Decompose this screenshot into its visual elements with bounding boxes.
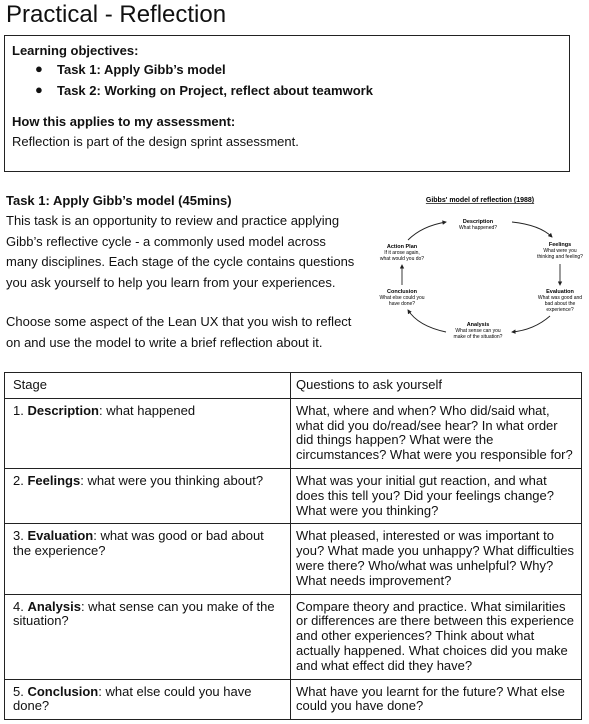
table-row xyxy=(5,679,582,720)
stage-cell: 5. Conclusion: what else could you have done? xyxy=(5,679,291,720)
question-cell: What was your initial gut reaction, and what does this tell you? Did your feelings change? What were you thinking? xyxy=(291,468,582,523)
table-row xyxy=(5,594,582,679)
description-label: Description xyxy=(462,219,494,225)
applies-heading: How this applies to my assessment: xyxy=(12,114,236,129)
table-header-row xyxy=(5,373,582,399)
svg-text:What sense can you: What sense can you xyxy=(455,328,501,334)
objective-item: ● Task 1: Apply Gibb’s model xyxy=(35,61,226,77)
evaluation-label: Evaluation xyxy=(546,289,574,295)
svg-text:what would you do?: what would you do? xyxy=(379,256,425,262)
objectives-box xyxy=(4,35,570,172)
objectives-heading: Learning objectives: xyxy=(12,43,139,58)
svg-text:What was good and: What was good and xyxy=(537,295,583,301)
task1-paragraph-2: Choose some aspect of the Lean UX that you wish to reflect on and use the model to write a brief reflection about it. xyxy=(6,314,352,350)
task1-paragraph-1: This task is an opportunity to review and practice applying Gibb’s reflective cycle - a commonly used model across many disciplines. Each stage of the cycle contains questions you ask yourself to help you learn from your experiences. xyxy=(6,213,355,290)
gibbs-cycle-diagram xyxy=(366,192,584,352)
svg-text:thinking and feeling?: thinking and feeling? xyxy=(537,254,583,260)
svg-text:If it arose again,: If it arose again, xyxy=(384,250,420,256)
conclusion-label: Conclusion xyxy=(387,289,417,295)
stage-cell: 1. Description: what happened xyxy=(5,398,291,468)
description-question: What happened? xyxy=(458,225,498,231)
applies-text: Reflection is part of the design sprint assessment. xyxy=(12,134,299,149)
gibbs-stages-table xyxy=(4,372,582,720)
question-cell: Compare theory and practice. What similarities or differences are there between this experience and other experiences? Think about what actually happened. What choices did you make and what effect did they have? xyxy=(291,594,582,679)
page-title: Practical - Reflection xyxy=(6,1,227,28)
objectives-list xyxy=(12,62,562,98)
bullet-icon: ● xyxy=(35,82,43,97)
table-row xyxy=(5,524,582,594)
stage-cell: 4. Analysis: what sense can you make of the situation? xyxy=(5,594,291,679)
arrow-analysis-conclusion xyxy=(408,310,446,332)
svg-text:What else could you: What else could you xyxy=(379,295,425,301)
question-cell: What have you learnt for the future? What else could you have done? xyxy=(291,679,582,720)
stage-cell: 3. Evaluation: what was good or bad about the experience? xyxy=(5,524,291,594)
table-header: Questions to ask yourself xyxy=(291,373,582,399)
analysis-label: Analysis xyxy=(466,322,490,328)
svg-text:experience?: experience? xyxy=(546,307,574,313)
table-header: Stage xyxy=(5,373,291,399)
table-row xyxy=(5,398,582,468)
feelings-label: Feelings xyxy=(548,242,572,248)
question-cell: What, where and when? Who did/said what, what did you do/read/see hear? In what order did things happen? What were the circumstances? What were you responsible for? xyxy=(291,398,582,468)
svg-text:What were you: What were you xyxy=(543,248,577,254)
arrow-description-feelings xyxy=(512,222,552,237)
arrow-action-description xyxy=(408,222,446,240)
task1-heading: Task 1: Apply Gibb’s model (45mins) xyxy=(6,193,232,208)
svg-text:bad about the: bad about the xyxy=(544,301,576,307)
bullet-icon: ● xyxy=(35,61,43,76)
action-plan-label: Action Plan xyxy=(386,244,418,250)
table-row xyxy=(5,468,582,523)
svg-text:have done?: have done? xyxy=(388,301,416,307)
stage-cell: 2. Feelings: what were you thinking about? xyxy=(5,468,291,523)
question-cell: What pleased, interested or was important to you? What made you unhappy? What difficulties were there? Who/what was unhelpful? Why? What needs improvement? xyxy=(291,524,582,594)
objective-item: ● Task 2: Working on Project, reflect about teamwork xyxy=(35,82,373,98)
diagram-title: Gibbs' model of reflection (1988) xyxy=(425,197,535,204)
svg-text:make of the situation?: make of the situation? xyxy=(453,334,503,340)
arrow-evaluation-analysis xyxy=(512,316,550,332)
